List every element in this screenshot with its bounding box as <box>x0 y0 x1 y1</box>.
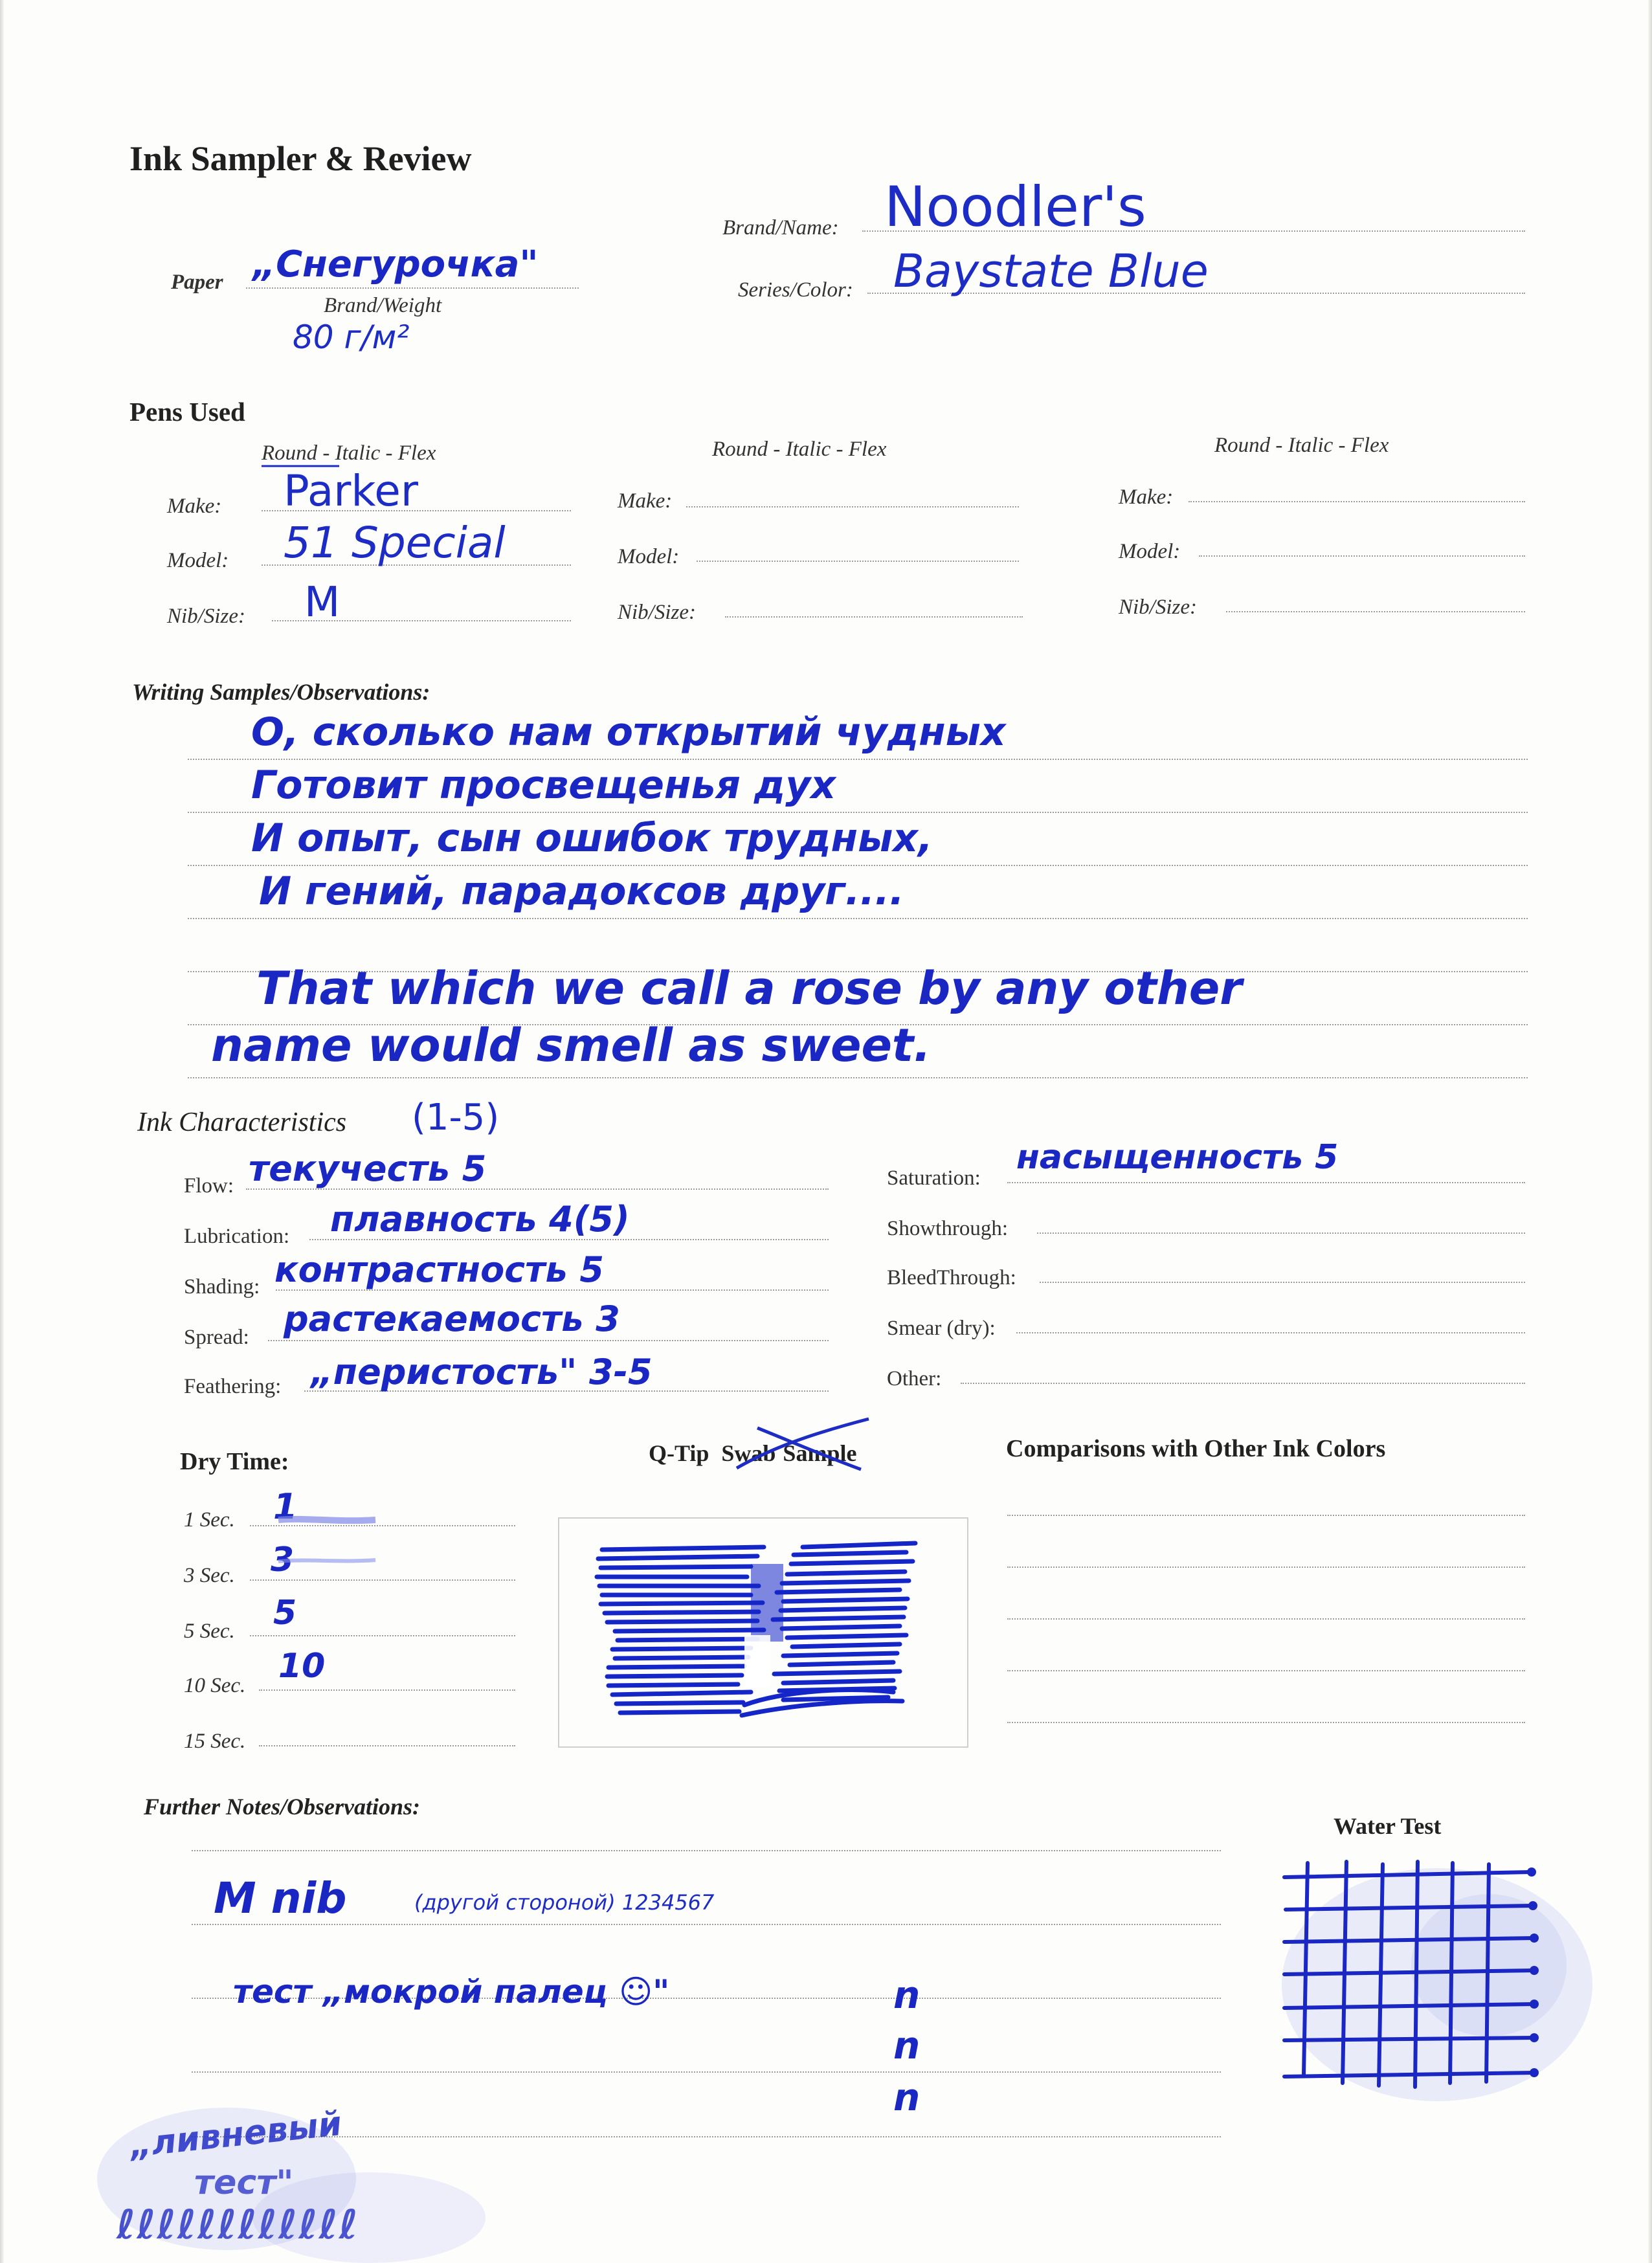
dry-1-smudge <box>278 1512 375 1532</box>
notes-line-1-small: (другой стороной) 1234567 <box>414 1890 715 1915</box>
comparisons-rule-1 <box>1007 1515 1525 1516</box>
paper-weight-value[interactable]: 80 г/м² <box>293 318 410 356</box>
pen3-model-rule <box>1199 555 1525 557</box>
writing-rule-7 <box>188 1077 1528 1078</box>
saturation-rule <box>1007 1182 1525 1183</box>
rain-test-line-2: тест" <box>194 2163 294 2202</box>
comparisons-heading: Comparisons with Other Ink Colors <box>1006 1435 1386 1462</box>
notes-line-1-main: M nib <box>214 1873 347 1923</box>
writing-rule-2 <box>188 812 1528 813</box>
pen1-model-label: Model: <box>167 549 229 572</box>
pen1-model-value[interactable]: 51 Special <box>284 518 506 568</box>
pen1-make-value[interactable]: Parker <box>284 466 419 516</box>
pen2-make-rule <box>686 506 1019 507</box>
writing-line-3: И опыт, сын ошибок трудных, <box>251 816 933 861</box>
other-rule <box>961 1383 1525 1384</box>
pen3-type-options: Round - Italic - Flex <box>1214 434 1389 457</box>
characteristics-heading: Ink Characteristics <box>137 1108 347 1137</box>
notes-heading: Further Notes/Observations: <box>144 1794 421 1820</box>
saturation-label: Saturation: <box>887 1166 981 1190</box>
notes-rule-4 <box>192 2071 1221 2073</box>
swab-scribble <box>589 1538 926 1732</box>
paper-brand-value[interactable]: „Снегурочка" <box>252 243 539 285</box>
series-label: Series/Color: <box>738 278 853 302</box>
dry-3-value[interactable]: 3 <box>271 1541 295 1579</box>
rain-test-blot <box>97 2095 498 2263</box>
pen2-model-rule <box>697 561 1019 562</box>
writing-rule-1 <box>188 759 1528 760</box>
notes-mark-2: n <box>893 2023 921 2068</box>
writing-line-4: И гений, парадоксов друг.... <box>259 869 904 914</box>
flow-label: Flow: <box>184 1174 234 1198</box>
brand-value[interactable]: Noodler's <box>884 175 1146 240</box>
dry-10-rule <box>259 1689 515 1691</box>
characteristics-scale: (1-5) <box>412 1097 500 1139</box>
lubrication-value[interactable]: плавность 4(5) <box>330 1199 630 1240</box>
dry-5-value[interactable]: 5 <box>273 1594 297 1633</box>
bleedthrough-rule <box>1040 1282 1525 1283</box>
dry-15-rule <box>259 1745 515 1746</box>
writing-line-5: That which we call a rose by any other <box>256 962 1242 1015</box>
feathering-label: Feathering: <box>184 1375 282 1398</box>
spread-rule <box>268 1340 829 1341</box>
dry-1-value[interactable]: 1 <box>273 1486 298 1527</box>
brand-weight-label: Brand/Weight <box>324 294 442 317</box>
writing-line-2: Готовит просвещенья дух <box>251 763 836 808</box>
spread-value[interactable]: растекаемость 3 <box>284 1299 620 1339</box>
pen1-make-label: Make: <box>167 495 222 518</box>
pen2-make-label: Make: <box>618 489 673 513</box>
pen1-type-options: Round - Italic - Flex <box>262 441 436 465</box>
comparisons-rule-5 <box>1007 1722 1525 1723</box>
notes-rule-1 <box>192 1850 1221 1851</box>
dry-10-label: 10 Sec. <box>184 1674 246 1697</box>
dry-5-label: 5 Sec. <box>184 1620 235 1643</box>
dry-10-value[interactable]: 10 <box>278 1647 326 1686</box>
saturation-value[interactable]: насыщенность 5 <box>1016 1138 1339 1177</box>
spread-label: Spread: <box>184 1326 249 1349</box>
lubrication-label: Lubrication: <box>184 1225 290 1248</box>
rain-test-line-1: „ливневый <box>128 2104 344 2166</box>
comparisons-rule-3 <box>1007 1618 1525 1620</box>
paper-rule <box>246 287 579 289</box>
pen3-make-label: Make: <box>1119 485 1174 509</box>
dry-5-rule <box>250 1635 515 1636</box>
pen3-nib-rule <box>1226 611 1525 612</box>
dry-time-heading: Dry Time: <box>180 1448 289 1475</box>
writing-line-6: name would smell as sweet. <box>211 1019 931 1072</box>
water-test-grid <box>1275 1855 1612 2114</box>
water-test-heading: Water Test <box>1334 1813 1442 1839</box>
pen2-nib-label: Nib/Size: <box>618 601 696 624</box>
dry-3-rule <box>250 1579 515 1581</box>
pen3-make-rule <box>1189 501 1525 502</box>
pen1-nib-label: Nib/Size: <box>167 605 245 628</box>
other-label: Other: <box>887 1367 942 1390</box>
flow-value[interactable]: текучесть 5 <box>249 1148 487 1189</box>
comparisons-rule-2 <box>1007 1566 1525 1568</box>
notes-line-2: тест „мокрой палец ☺" <box>233 1973 670 2011</box>
rain-test-line-3: ℓℓℓℓℓℓℓℓℓℓℓℓ <box>117 2201 359 2248</box>
notes-mark-3: n <box>893 2075 921 2119</box>
pen3-nib-label: Nib/Size: <box>1119 596 1197 619</box>
swab-crossout-mark <box>731 1415 874 1473</box>
pen2-nib-rule <box>725 616 1023 618</box>
pen2-type-options: Round - Italic - Flex <box>712 438 887 461</box>
feathering-value[interactable]: „перистость" 3-5 <box>311 1352 653 1392</box>
dry-3-smudge <box>278 1555 375 1568</box>
pens-heading: Pens Used <box>129 397 245 427</box>
writing-rule-3 <box>188 865 1528 866</box>
showthrough-label: Showthrough: <box>887 1217 1009 1240</box>
swab-heading-sample: Sample <box>783 1440 857 1466</box>
smear-label: Smear (dry): <box>887 1317 996 1340</box>
writing-line-1: О, сколько нам открытий чудных <box>251 709 1006 755</box>
bleedthrough-label: BleedThrough: <box>887 1266 1016 1289</box>
smear-rule <box>1016 1332 1525 1333</box>
notes-rule-2 <box>192 1924 1221 1925</box>
dry-15-label: 15 Sec. <box>184 1730 246 1753</box>
page-edge-right <box>1648 0 1652 2263</box>
dry-3-label: 3 Sec. <box>184 1564 235 1587</box>
dry-1-label: 1 Sec. <box>184 1508 235 1532</box>
writing-heading: Writing Samples/Observations: <box>132 679 430 705</box>
writing-rule-4 <box>188 918 1528 919</box>
shading-label: Shading: <box>184 1275 260 1299</box>
paper-label: Paper <box>171 271 223 294</box>
pen3-model-label: Model: <box>1119 540 1181 563</box>
page-title: Ink Sampler & Review <box>129 139 472 178</box>
pen1-nib-value[interactable]: M <box>304 579 340 627</box>
pen2-model-label: Model: <box>618 545 680 568</box>
series-value[interactable]: Baystate Blue <box>893 245 1209 298</box>
swab-heading-qtip: Q-Tip <box>649 1440 709 1466</box>
brand-label: Brand/Name: <box>722 216 839 240</box>
comparisons-rule-4 <box>1007 1670 1525 1671</box>
page-edge-left <box>0 0 4 2263</box>
showthrough-rule <box>1037 1232 1525 1234</box>
notes-mark-1: n <box>893 1973 921 2017</box>
swab-heading-swab: Swab <box>721 1440 776 1466</box>
shading-value[interactable]: контрастность 5 <box>274 1249 604 1290</box>
